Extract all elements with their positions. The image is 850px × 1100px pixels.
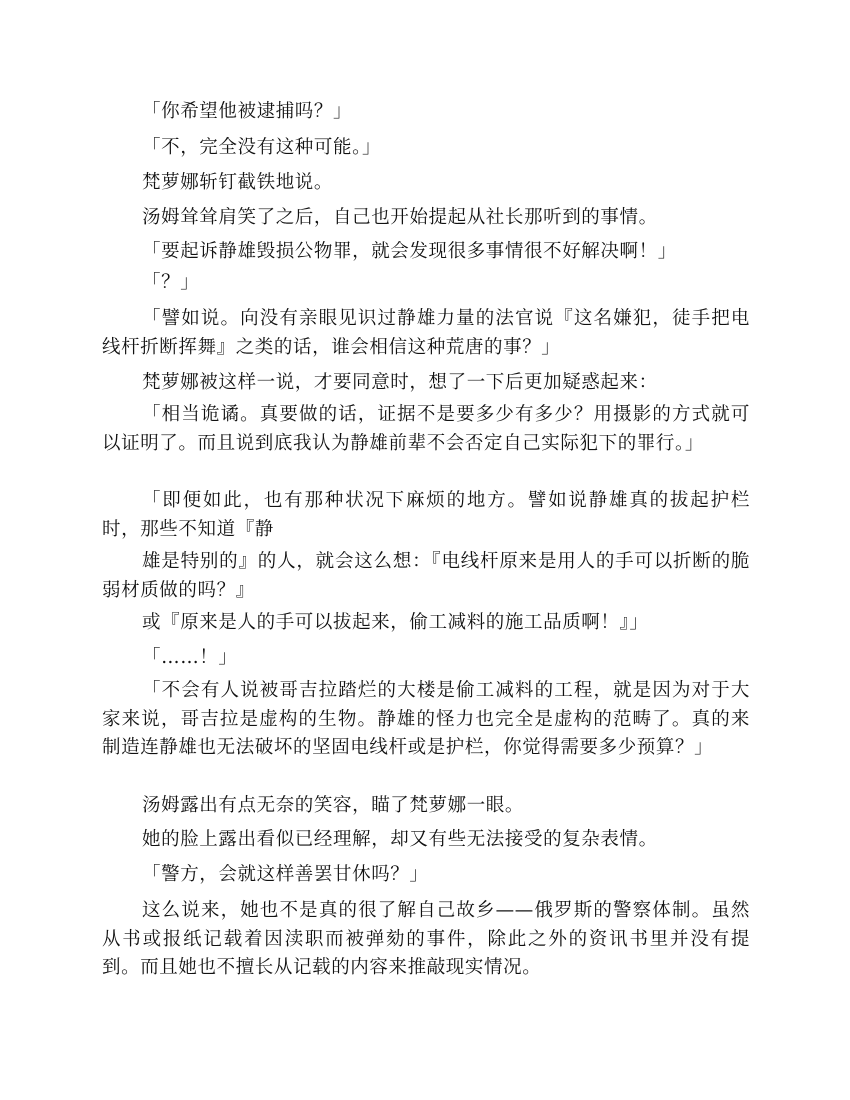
- paragraph-3: 梵萝娜斩钉截铁地说。: [142, 172, 334, 193]
- paragraph-14: 「不会有人说被哥吉拉踏烂的大楼是偷工减料的工程，就是因为对于大家来说，哥吉拉是虚构的生物。静雄的怪力也完全是虚构的范畴了。真的来制造连静雄也无法破坏的坚固电线杆或是护栏，你觉得需要多少预算？」: [102, 680, 750, 758]
- paragraph-18: 这么说来，她也不是真的很了解自己故乡——俄罗斯的警察体制。虽然从书或报纸记载着因渎职而被弹劾的事件，除此之外的资讯书里并没有提到。而且她也不擅长从记载的内容来推敲现实情况。: [102, 900, 750, 978]
- paragraph-15: 汤姆露出有点无奈的笑容，瞄了梵萝娜一眼。: [142, 795, 525, 816]
- paragraph-4: 汤姆耸耸肩笑了之后，自己也开始提起从社长那听到的事情。: [142, 207, 658, 228]
- paragraph-16: 她的脸上露出看似已经理解，却又有些无法接受的复杂表情。: [142, 829, 658, 850]
- paragraph-10: 「即便如此，也有那种状况下麻烦的地方。譬如说静雄真的拔起护栏时，那些不知道『静: [102, 490, 750, 540]
- paragraph-1: 「你希望他被逮捕吗？」: [142, 101, 353, 122]
- paragraph-7: 「譬如说。向没有亲眼见识过静雄力量的法官说『这名嫌犯，徒手把电线杆折断挥舞』之类的话，谁会相信这种荒唐的事？」: [102, 308, 750, 358]
- paragraph-2: 「不，完全没有这种可能。」: [142, 137, 382, 158]
- paragraph-12: 或『原来是人的手可以拔起来，偷工减料的施工品质啊！』」: [142, 612, 649, 633]
- paragraph-17: 「警方，会就这样善罢甘休吗？」: [142, 864, 429, 885]
- paragraph-6: 「？」: [142, 272, 200, 293]
- paragraph-8: 梵萝娜被这样一说，才要同意时，想了一下后更加疑惑起来：: [142, 372, 658, 393]
- paragraph-5: 「要起诉静雄毁损公物罪，就会发现很多事情很不好解决啊！」: [142, 241, 677, 262]
- paragraph-11: 雄是特别的』的人，就会这么想：『电线杆原来是用人的手可以折断的脆弱材质做的吗？』: [102, 551, 750, 601]
- paragraph-9: 「相当诡谲。真要做的话，证据不是要多少有多少？用摄影的方式就可以证明了。而且说到底我认为静雄前辈不会否定自己实际犯下的罪行。」: [102, 404, 750, 454]
- paragraph-13: 「……！」: [142, 647, 238, 668]
